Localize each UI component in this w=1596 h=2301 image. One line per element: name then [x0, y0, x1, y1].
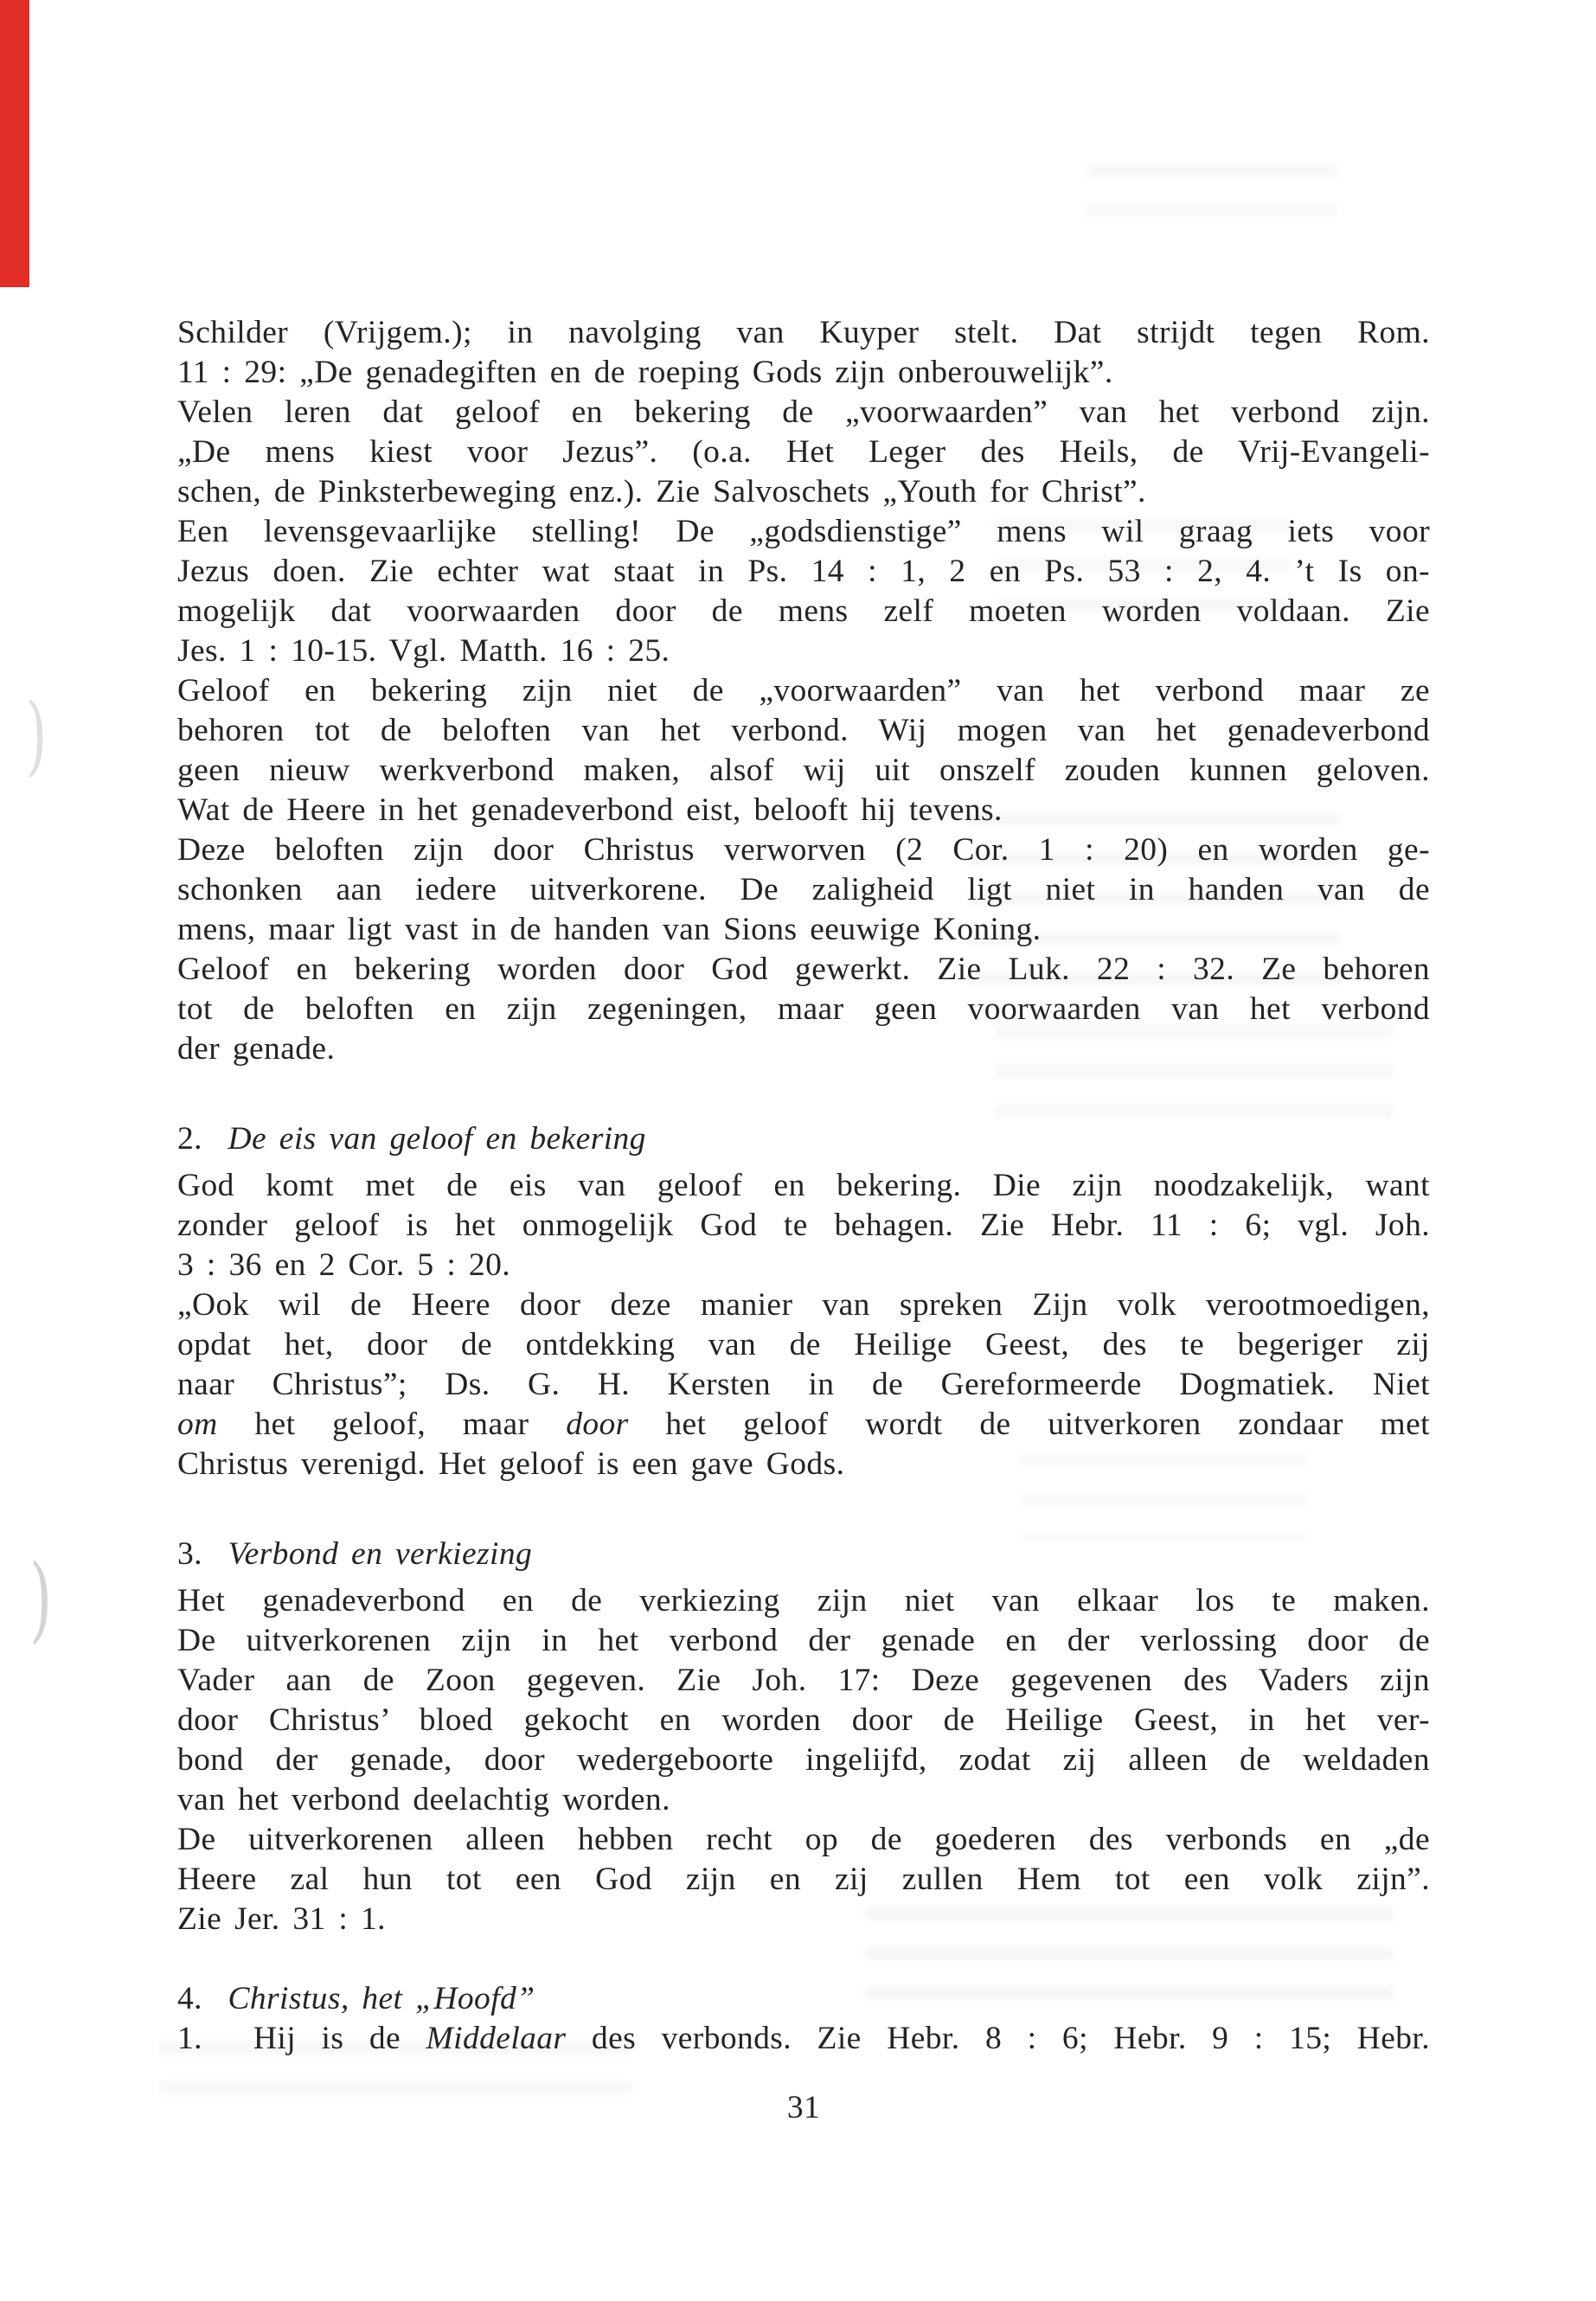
bleedthrough-smudge — [1086, 164, 1336, 216]
text-line: 11 : 29: „De genadegiften en de roeping Gods zijn onberouwelijk”. — [177, 355, 1113, 390]
scan-crescent-mark: ) — [26, 684, 48, 785]
text-line: Heere zal hun tot een God zijn en zij zullen Hem tot een volk zijn”. — [177, 1862, 1430, 1897]
text-line: Jes. 1 : 10-15. Vgl. Matth. 16 : 25. — [177, 633, 670, 669]
text-line: behoren tot de beloften van het verbond. Wij mogen van het genadeverbond — [177, 713, 1430, 748]
text-line: bond der genade, door wedergeboorte ingelijfd, zodat zij alleen de weldaden — [177, 1742, 1430, 1778]
text-line: Christus verenigd. Het geloof is een gave Gods. — [177, 1446, 845, 1482]
text-line: De uitverkorenen zijn in het verbond der genade en der verlossing door de — [177, 1623, 1430, 1658]
text-line: Schilder (Vrijgem.); in navolging van Kuyper stelt. Dat strijdt tegen Rom. — [177, 315, 1430, 350]
text-line: opdat het, door de ontdekking van de Heilige Geest, des te begeriger zij — [177, 1327, 1430, 1362]
text-line: De uitverkorenen alleen hebben recht op de goederen des verbonds en „de — [177, 1822, 1430, 1857]
page-text-block — [177, 313, 1430, 2128]
text-line: Velen leren dat geloof en bekering de „voorwaarden” van het verbond zijn. — [177, 394, 1430, 430]
text-line: van het verbond deelachtig worden. — [177, 1782, 670, 1817]
text-line: door Christus’ bloed gekocht en worden door de Heilige Geest, in het ver- — [177, 1702, 1430, 1738]
text-line: Geloof en bekering worden door God gewerkt. Zie Luk. 22 : 32. Ze behoren — [177, 952, 1430, 987]
text-line: „De mens kiest voor Jezus”. (o.a. Het Leger des Heils, de Vrij-Evangeli- — [177, 434, 1430, 470]
text-line: Zie Jer. 31 : 1. — [177, 1901, 386, 1937]
section-heading: 2. De eis van geloof en bekering — [177, 1121, 646, 1157]
text-line: Deze beloften zijn door Christus verworven (2 Cor. 1 : 20) en worden ge- — [177, 832, 1430, 868]
page-number: 31 — [786, 2090, 821, 2125]
text-line: mens, maar ligt vast in de handen van Sions eeuwige Koning. — [177, 912, 1042, 947]
text-line: Het genadeverbond en de verkiezing zijn niet van elkaar los te maken. — [177, 1583, 1430, 1618]
text-line: naar Christus”; Ds. G. H. Kersten in de Gereformeerde Dogmatiek. Niet — [177, 1367, 1430, 1402]
text-line: 3 : 36 en 2 Cor. 5 : 20. — [177, 1247, 511, 1283]
text-line: der genade. — [177, 1031, 336, 1067]
text-line: Een levensgevaarlijke stelling! De „godsdienstige” mens wil graag iets voor — [177, 514, 1430, 549]
section-heading: 3. Verbond en verkiezing — [177, 1536, 533, 1572]
section-heading: 4. Christus, het „Hoofd” — [177, 1981, 535, 2016]
text-line: 1. Hij is de Middelaar des verbonds. Zie Hebr. 8 : 6; Hebr. 9 : 15; Hebr. — [177, 2021, 1430, 2056]
text-line: geen nieuw werkverbond maken, alsof wij uit onszelf zouden kunnen geloven. — [177, 753, 1430, 788]
text-line: schen, de Pinksterbeweging enz.). Zie Salvoschets „Youth for Christ”. — [177, 474, 1146, 510]
text-line: God komt met de eis van geloof en bekering. Die zijn noodzakelijk, want — [177, 1168, 1430, 1203]
text-line: mogelijk dat voorwaarden door de mens zelf moeten worden voldaan. Zie — [177, 593, 1430, 629]
text-line: Vader aan de Zoon gegeven. Zie Joh. 17: Deze gegevenen des Vaders zijn — [177, 1663, 1430, 1698]
red-binding-edge — [0, 0, 29, 287]
text-line: Wat de Heere in het genadeverbond eist, belooft hij tevens. — [177, 792, 1003, 828]
text-line: Geloof en bekering zijn niet de „voorwaarden” van het verbond maar ze — [177, 673, 1430, 708]
text-line: Jezus doen. Zie echter wat staat in Ps. 14 : 1, 2 en Ps. 53 : 2, 4. ’t Is on- — [177, 554, 1430, 589]
text-line: tot de beloften en zijn zegeningen, maar geen voorwaarden van het verbond — [177, 991, 1430, 1027]
text-line: om het geloof, maar door het geloof wordt de uitverkoren zondaar met — [177, 1407, 1430, 1442]
text-line: schonken aan iedere uitverkorene. De zaligheid ligt niet in handen van de — [177, 872, 1430, 907]
text-line: zonder geloof is het onmogelijk God te behagen. Zie Hebr. 11 : 6; vgl. Joh. — [177, 1208, 1430, 1243]
scan-crescent-mark: ) — [29, 1545, 53, 1653]
text-line: „Ook wil de Heere door deze manier van spreken Zijn volk verootmoedigen, — [177, 1287, 1430, 1323]
